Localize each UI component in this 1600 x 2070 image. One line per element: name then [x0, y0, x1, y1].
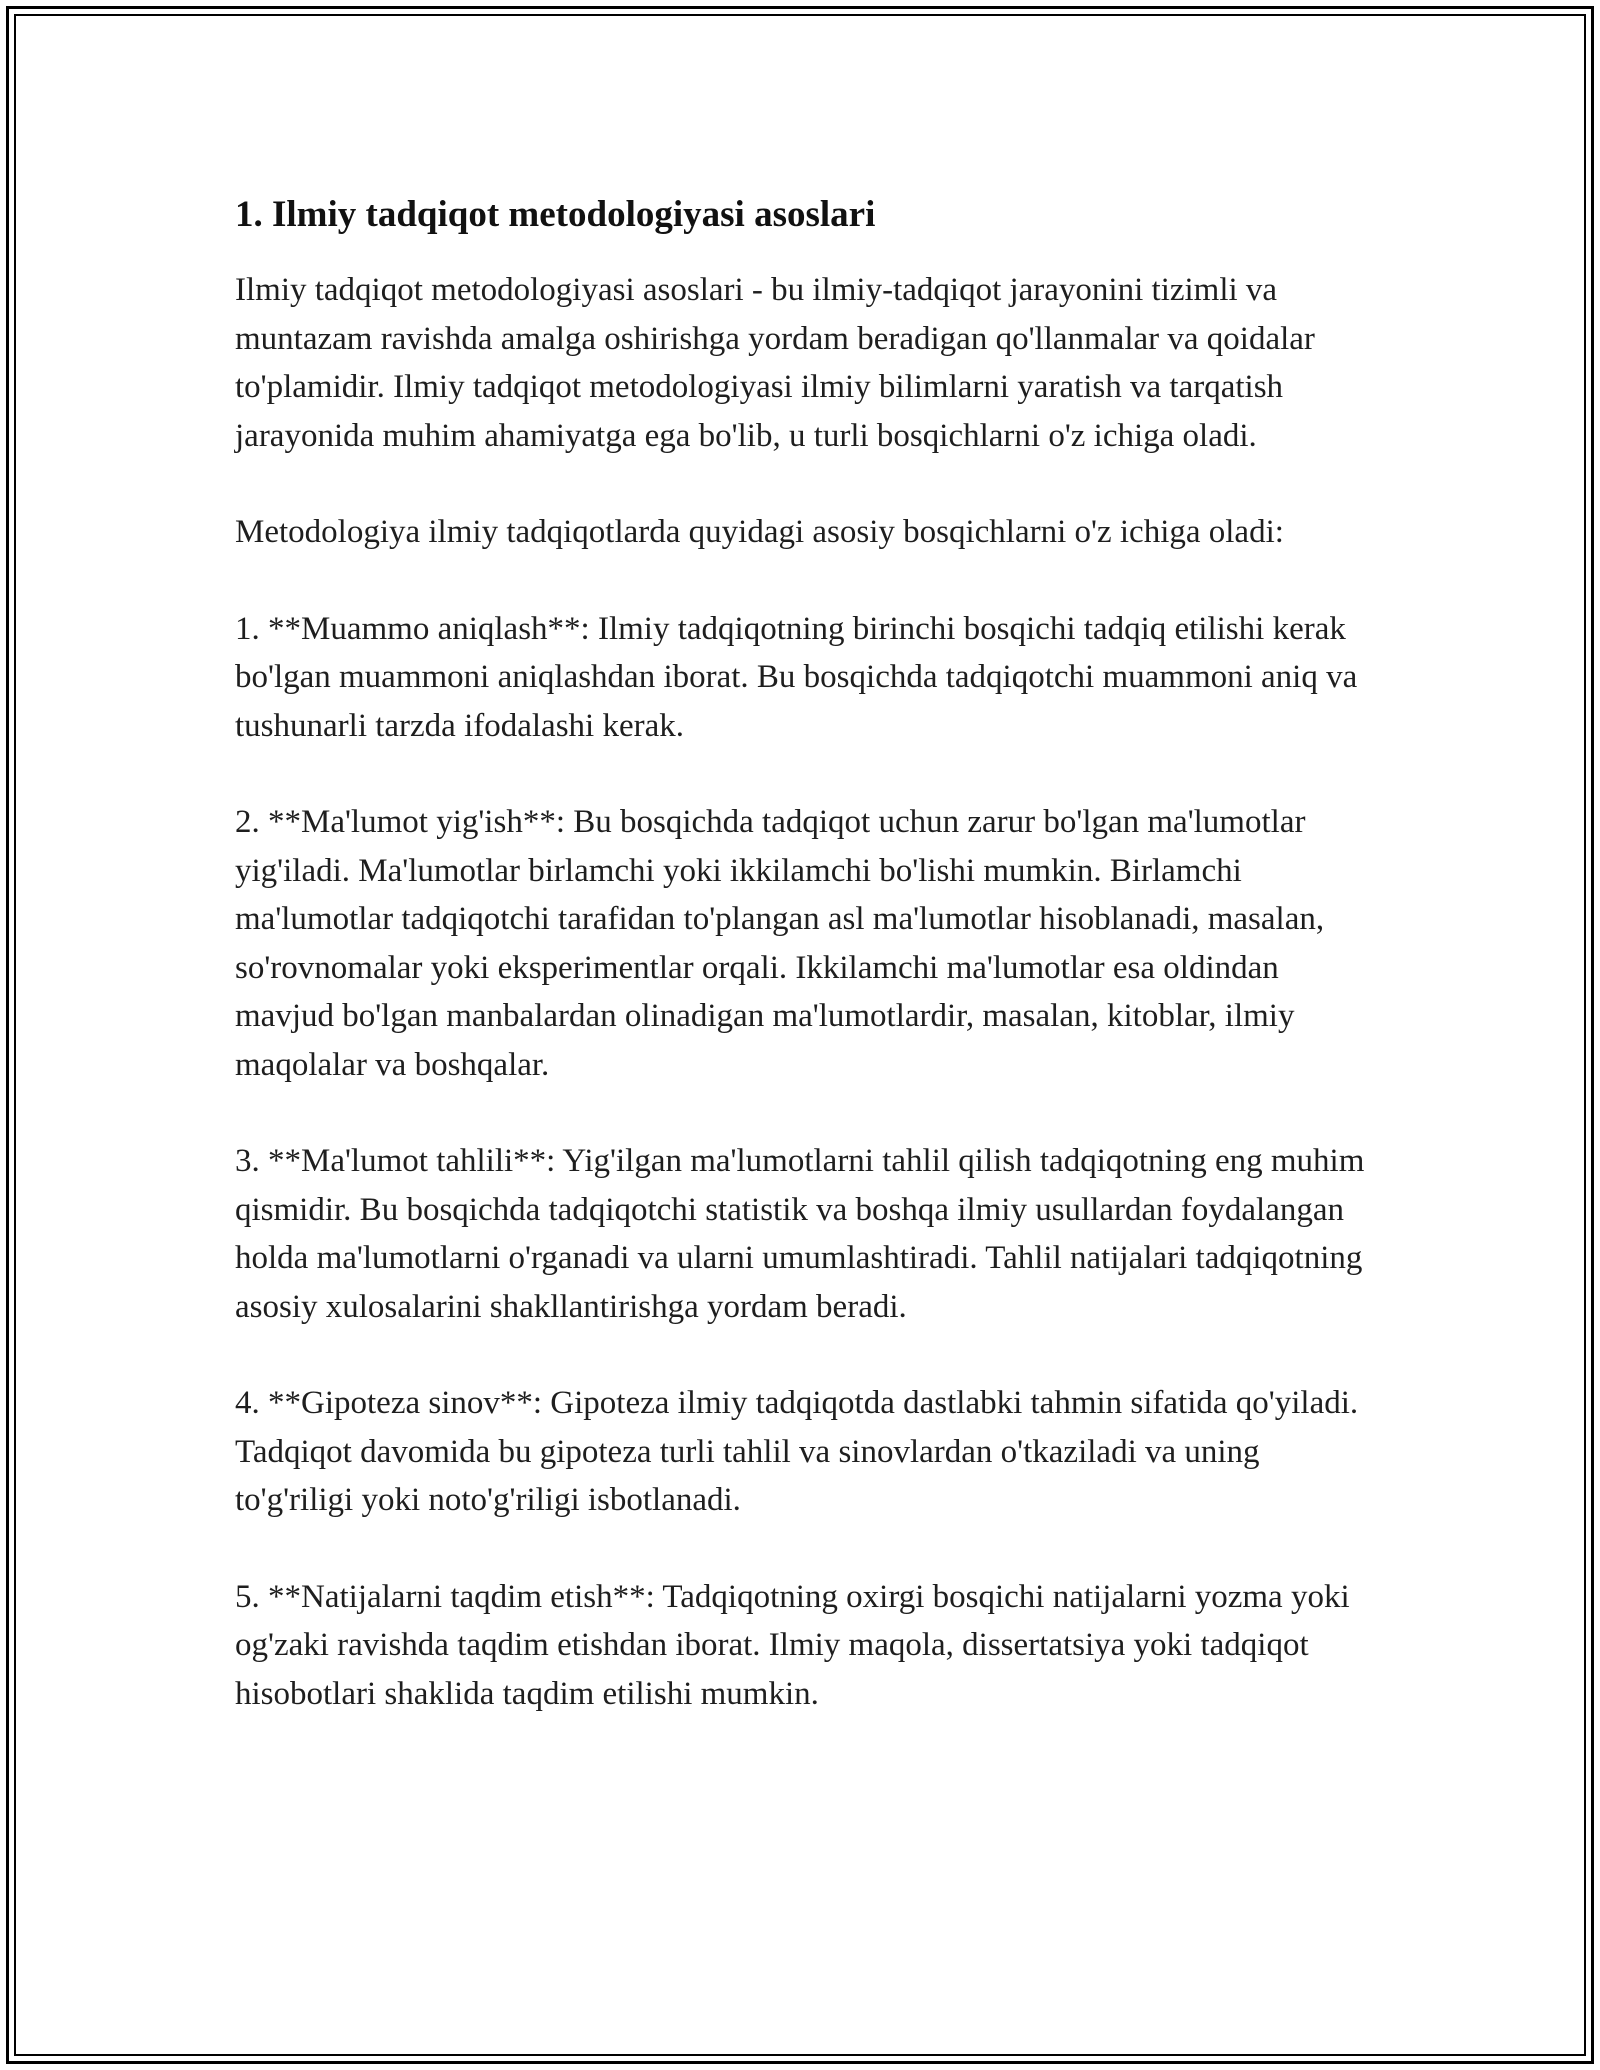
stages-intro-paragraph: Metodologiya ilmiy tadqiqotlarda quyidagi asosiy bosqichlarni o'z ichiga oladi: — [235, 514, 1284, 550]
section-heading: 1. Ilmiy tadqiqot metodologiyasi asoslari — [235, 194, 876, 235]
stage-1-paragraph: 1. **Muammo aniqlash**: Ilmiy tadqiqotning birinchi bosqichi tadqiq etilishi kerak bo'lgan muammoni aniqlashdan iborat. Bu bosqichda tadqiqotchi muammoni aniq va tushunarli tarzda ifodalashi kerak. — [235, 610, 1358, 744]
stage-2-paragraph: 2. **Ma'lumot yig'ish**: Bu bosqichda tadqiqot uchun zarur bo'lgan ma'lumotlar yig'iladi. Ma'lumotlar birlamchi yoki ikkilamchi bo'lishi mumkin. Birlamchi ma'lumotlar tadqiqotchi tarafidan to'plangan asl ma'lumotlar hisoblanadi, masalan, so'rovnomalar yoki eksperimentlar orqali. Ikkilamchi ma'lumotlar esa oldindan mavjud bo'lgan manbalardan olinadigan ma'lumotlardir, masalan, kitoblar, ilmiy maqolalar va boshqalar. — [235, 804, 1325, 1083]
stage-4-paragraph: 4. **Gipoteza sinov**: Gipoteza ilmiy tadqiqotda dastlabki tahmin sifatida qo'yiladi. Tadqiqot davomida bu gipoteza turli tahlil va sinovlardan o'tkaziladi va uning to'g'riligi yoki noto'g'riligi isbotlanadi. — [235, 1385, 1359, 1518]
stage-3-paragraph: 3. **Ma'lumot tahlili**: Yig'ilgan ma'lumotlarni tahlil qilish tadqiqotning eng muhim qismidir. Bu bosqichda tadqiqotchi statistik va boshqa ilmiy usullardan foydalangan holda ma'lumotlarni o'rganadi va ularni umumlashtiradi. Tahlil natijalari tadqiqotning asosiy xulosalarini shakllantirishga yordam beradi. — [235, 1143, 1365, 1325]
document-body — [235, 190, 1365, 1766]
stage-5-paragraph: 5. **Natijalarni taqdim etish**: Tadqiqotning oxirgi bosqichi natijalarni yozma yoki og'zaki ravishda taqdim etishdan iborat. Ilmiy maqola, dissertatsiya yoki tadqiqot hisobotlari shaklida taqdim etilishi mumkin. — [235, 1578, 1350, 1712]
intro-paragraph: Ilmiy tadqiqot metodologiyasi asoslari - bu ilmiy-tadqiqot jarayonini tizimli va muntazam ravishda amalga oshirishga yordam beradigan qo'llanmalar va qoidalar to'plamidir. Ilmiy tadqiqot metodologiyasi ilmiy bilimlarni yaratish va tarqatish jarayonida muhim ahamiyatga ega bo'lib, u turli bosqichlarni o'z ichiga oladi. — [235, 272, 1315, 454]
